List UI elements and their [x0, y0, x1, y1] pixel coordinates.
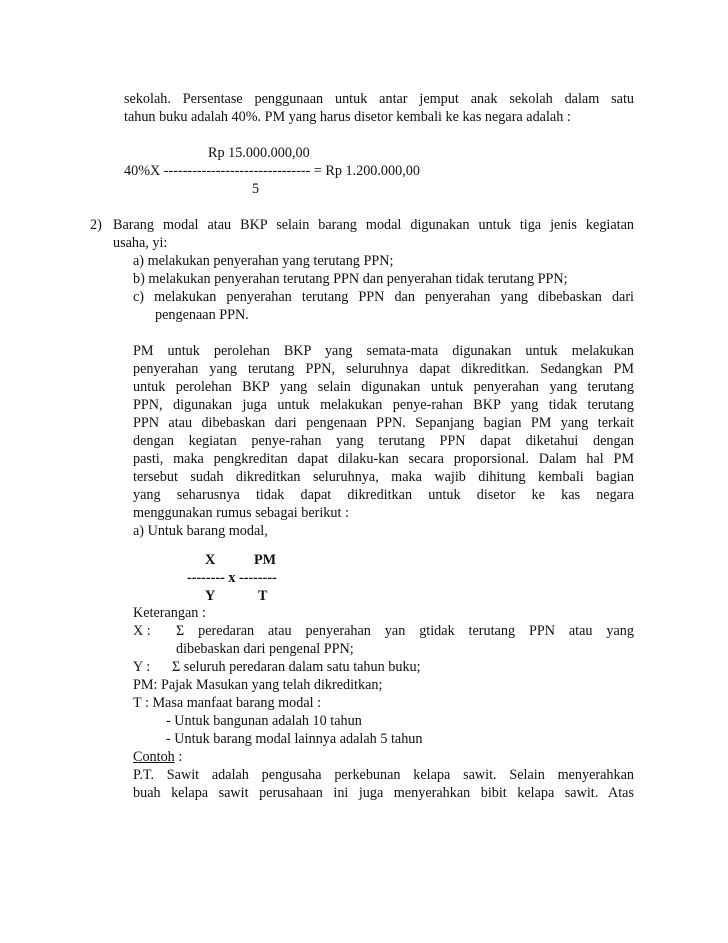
- keterangan-y-label: Y :: [133, 659, 151, 675]
- list-item: b) melakukan penyerahan terutang PPN dan penyerahan tidak terutang PPN;: [133, 271, 568, 287]
- keterangan-x-label: X :: [133, 623, 151, 639]
- paragraph-line: pasti, maka pengkreditan dapat dilaku-kan secara proporsional. Dalam hal PM: [133, 451, 634, 467]
- paragraph-line: untuk perolehan BKP yang selain digunakan untuk penyerahan yang terutang: [133, 379, 634, 395]
- keterangan-pm: PM: Pajak Masukan yang telah dikreditkan;: [133, 677, 383, 693]
- list-item: c) melakukan penyerahan terutang PPN dan penyerahan yang dibebaskan dari: [133, 289, 634, 305]
- formula-pm: PM: [254, 552, 277, 568]
- keterangan-title: Keterangan :: [133, 605, 206, 621]
- keterangan-y-text: Σ seluruh peredaran dalam satu tahun buku;: [172, 659, 421, 675]
- keterangan-t-sub: - Untuk barang modal lainnya adalah 5 tahun: [166, 731, 423, 747]
- list-item-continuation: pengenaan PPN.: [155, 307, 249, 323]
- list-item: a) melakukan penyerahan yang terutang PPN;: [133, 253, 394, 269]
- paragraph-line: sekolah. Persentase penggunaan untuk antar jemput anak sekolah dalam satu: [124, 91, 634, 107]
- formula-denominator: 5: [252, 181, 260, 197]
- contoh-colon: :: [174, 749, 183, 765]
- paragraph-line: buah kelapa sawit perusahaan ini juga menyerahkan bibit kelapa sawit. Atas: [133, 785, 634, 801]
- formula-fraction-bar: -------- x --------: [187, 570, 277, 586]
- formula-main-line: 40%X ------------------------------- = Rp 1.200.000,00: [124, 163, 420, 179]
- formula-t: T: [258, 588, 268, 604]
- paragraph-line: dengan kegiatan penye-rahan yang terutang PPN dapat diketahui dengan: [133, 433, 634, 449]
- paragraph-line: menggunakan rumus sebagai berikut :: [133, 505, 349, 521]
- paragraph-line: PPN, digunakan juga untuk melakukan penye-rahan BKP yang tidak terutang: [133, 397, 634, 413]
- contoh-heading: [133, 749, 182, 767]
- keterangan-t-sub: - Untuk bangunan adalah 10 tahun: [166, 713, 362, 729]
- formula-x: X: [205, 552, 216, 568]
- formula-y: Y: [205, 588, 216, 604]
- keterangan-x-text: Σ peredaran atau penyerahan yan gtidak terutang PPN atau yang: [176, 623, 634, 639]
- paragraph-line: Barang modal atau BKP selain barang modal digunakan untuk tiga jenis kegiatan: [113, 217, 634, 233]
- contoh-label: Contoh: [133, 749, 175, 765]
- keterangan-x-text: dibebaskan dari pengenal PPN;: [176, 641, 354, 657]
- paragraph-line: P.T. Sawit adalah pengusaha perkebunan kelapa sawit. Selain menyerahkan: [133, 767, 634, 783]
- paragraph-line: PM untuk perolehan BKP yang semata-mata digunakan untuk melakukan: [133, 343, 634, 359]
- paragraph-line: usaha, yi:: [113, 235, 168, 251]
- keterangan-t: T : Masa manfaat barang modal :: [133, 695, 322, 711]
- paragraph-line: yang seharusnya tidak dapat dikreditkan untuk disetor ke kas negara: [133, 487, 634, 503]
- paragraph-line: penyerahan yang terutang PPN, seluruhnya dapat dikreditkan. Sedangkan PM: [133, 361, 634, 377]
- paragraph-line: tahun buku adalah 40%. PM yang harus disetor kembali ke kas negara adalah :: [124, 109, 571, 125]
- list-number: 2): [90, 217, 102, 233]
- paragraph-line: PPN atau dibebaskan dari pengenaan PPN. Sepanjang bagian PM yang terkait: [133, 415, 634, 431]
- paragraph-line: tersebut sudah dikreditkan seluruhnya, maka wajib dihitung kembali bagian: [133, 469, 634, 485]
- sub-item: a) Untuk barang modal,: [133, 523, 268, 539]
- formula-numerator: Rp 15.000.000,00: [208, 145, 310, 161]
